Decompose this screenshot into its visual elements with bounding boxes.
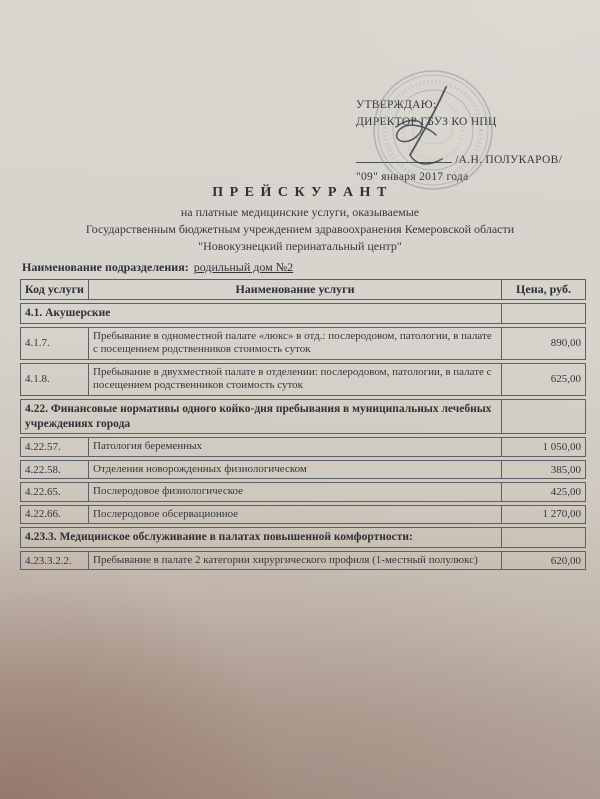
service-code-cell: 4.22.58. [20,460,88,479]
section-row [20,399,586,435]
price-cell [501,399,586,435]
service-code-cell: 4.22.57. [20,437,88,456]
service-code-cell: 4.22.66. [20,505,88,524]
section-row [20,303,586,324]
service-row [20,482,586,501]
service-name-cell: Пребывание в двухместной палате в отделении: послеродовом, патологии, в палате с посещением родственников стоимость суток [88,363,501,396]
service-row [20,551,586,570]
department-label: Наименование подразделения: [22,260,189,274]
col-header-price: Цена, руб. [501,279,586,300]
approval-date: "09" января 2017 года [356,170,469,183]
price-cell: 385,00 [501,460,586,479]
approval-block [356,97,580,186]
service-code-cell: 4.1.7. [20,327,88,360]
section-row [20,527,586,548]
title-subtitle-1: на платные медицинские услуги, оказываемые [180,205,420,219]
department-value: родильный дом №2 [193,260,294,274]
service-code-cell: 4.22.65. [20,482,88,501]
approval-signer-name: /А.Н. ПОЛУКАРОВ/ [455,153,563,166]
price-cell [501,527,586,548]
document-title: П Р Е Й С К У Р А Н Т [212,185,388,200]
section-title-cell: 4.1. Акушерские [20,303,501,324]
department-line [22,260,293,275]
approval-director-line: ДИРЕКТОР ГБУЗ КО НПЦ [356,116,497,129]
col-header-service: Наименование услуги [88,279,501,300]
price-cell: 625,00 [501,363,586,396]
service-name-cell: Пребывание в одноместной палате «люкс» в отд.: послеродовом, патологии, в палате с посещением родственников стоимость суток [88,327,501,360]
section-title-cell: 4.23.3. Медицинское обслуживание в палатах повышенной комфортности: [20,527,501,548]
signature-line [356,151,452,163]
title-subtitle-3: "Новокузнецкий перинатальный центр" [198,239,402,253]
service-code-cell: 4.1.8. [20,363,88,396]
service-code-cell: 4.23.3.2.2. [20,551,88,570]
service-name-cell: Послеродовое обсервационное [88,505,501,524]
col-header-code: Код услуги [20,279,88,300]
service-row [20,460,586,479]
service-name-cell: Послеродовое физиологическое [88,482,501,501]
section-title-cell: 4.22. Финансовые нормативы одного койко-дня пребывания в муниципальных лечебных учреждениях города [20,399,501,435]
title-subtitle-2: Государственным бюджетным учреждением здравоохранения Кемеровской области [85,222,515,236]
service-row [20,363,586,396]
service-name-cell: Отделения новорожденных физиологическом [88,460,501,479]
price-cell: 890,00 [501,327,586,360]
service-row [20,505,586,524]
service-name-cell: Патология беременных [88,437,501,456]
price-cell [501,303,586,324]
price-table [20,276,586,573]
signature-row [356,151,580,169]
service-row [20,437,586,456]
price-cell: 620,00 [501,551,586,570]
service-row [20,327,586,360]
price-table-body [20,303,586,570]
price-cell: 425,00 [501,482,586,501]
approval-approve-label: УТВЕРЖДАЮ: [356,99,437,111]
price-cell: 1 270,00 [501,505,586,524]
title-block [0,185,600,254]
price-cell: 1 050,00 [501,437,586,456]
service-name-cell: Пребывание в палате 2 категории хирургического профиля (1-местный полулюкс) [88,551,501,570]
table-header-row [20,279,586,300]
